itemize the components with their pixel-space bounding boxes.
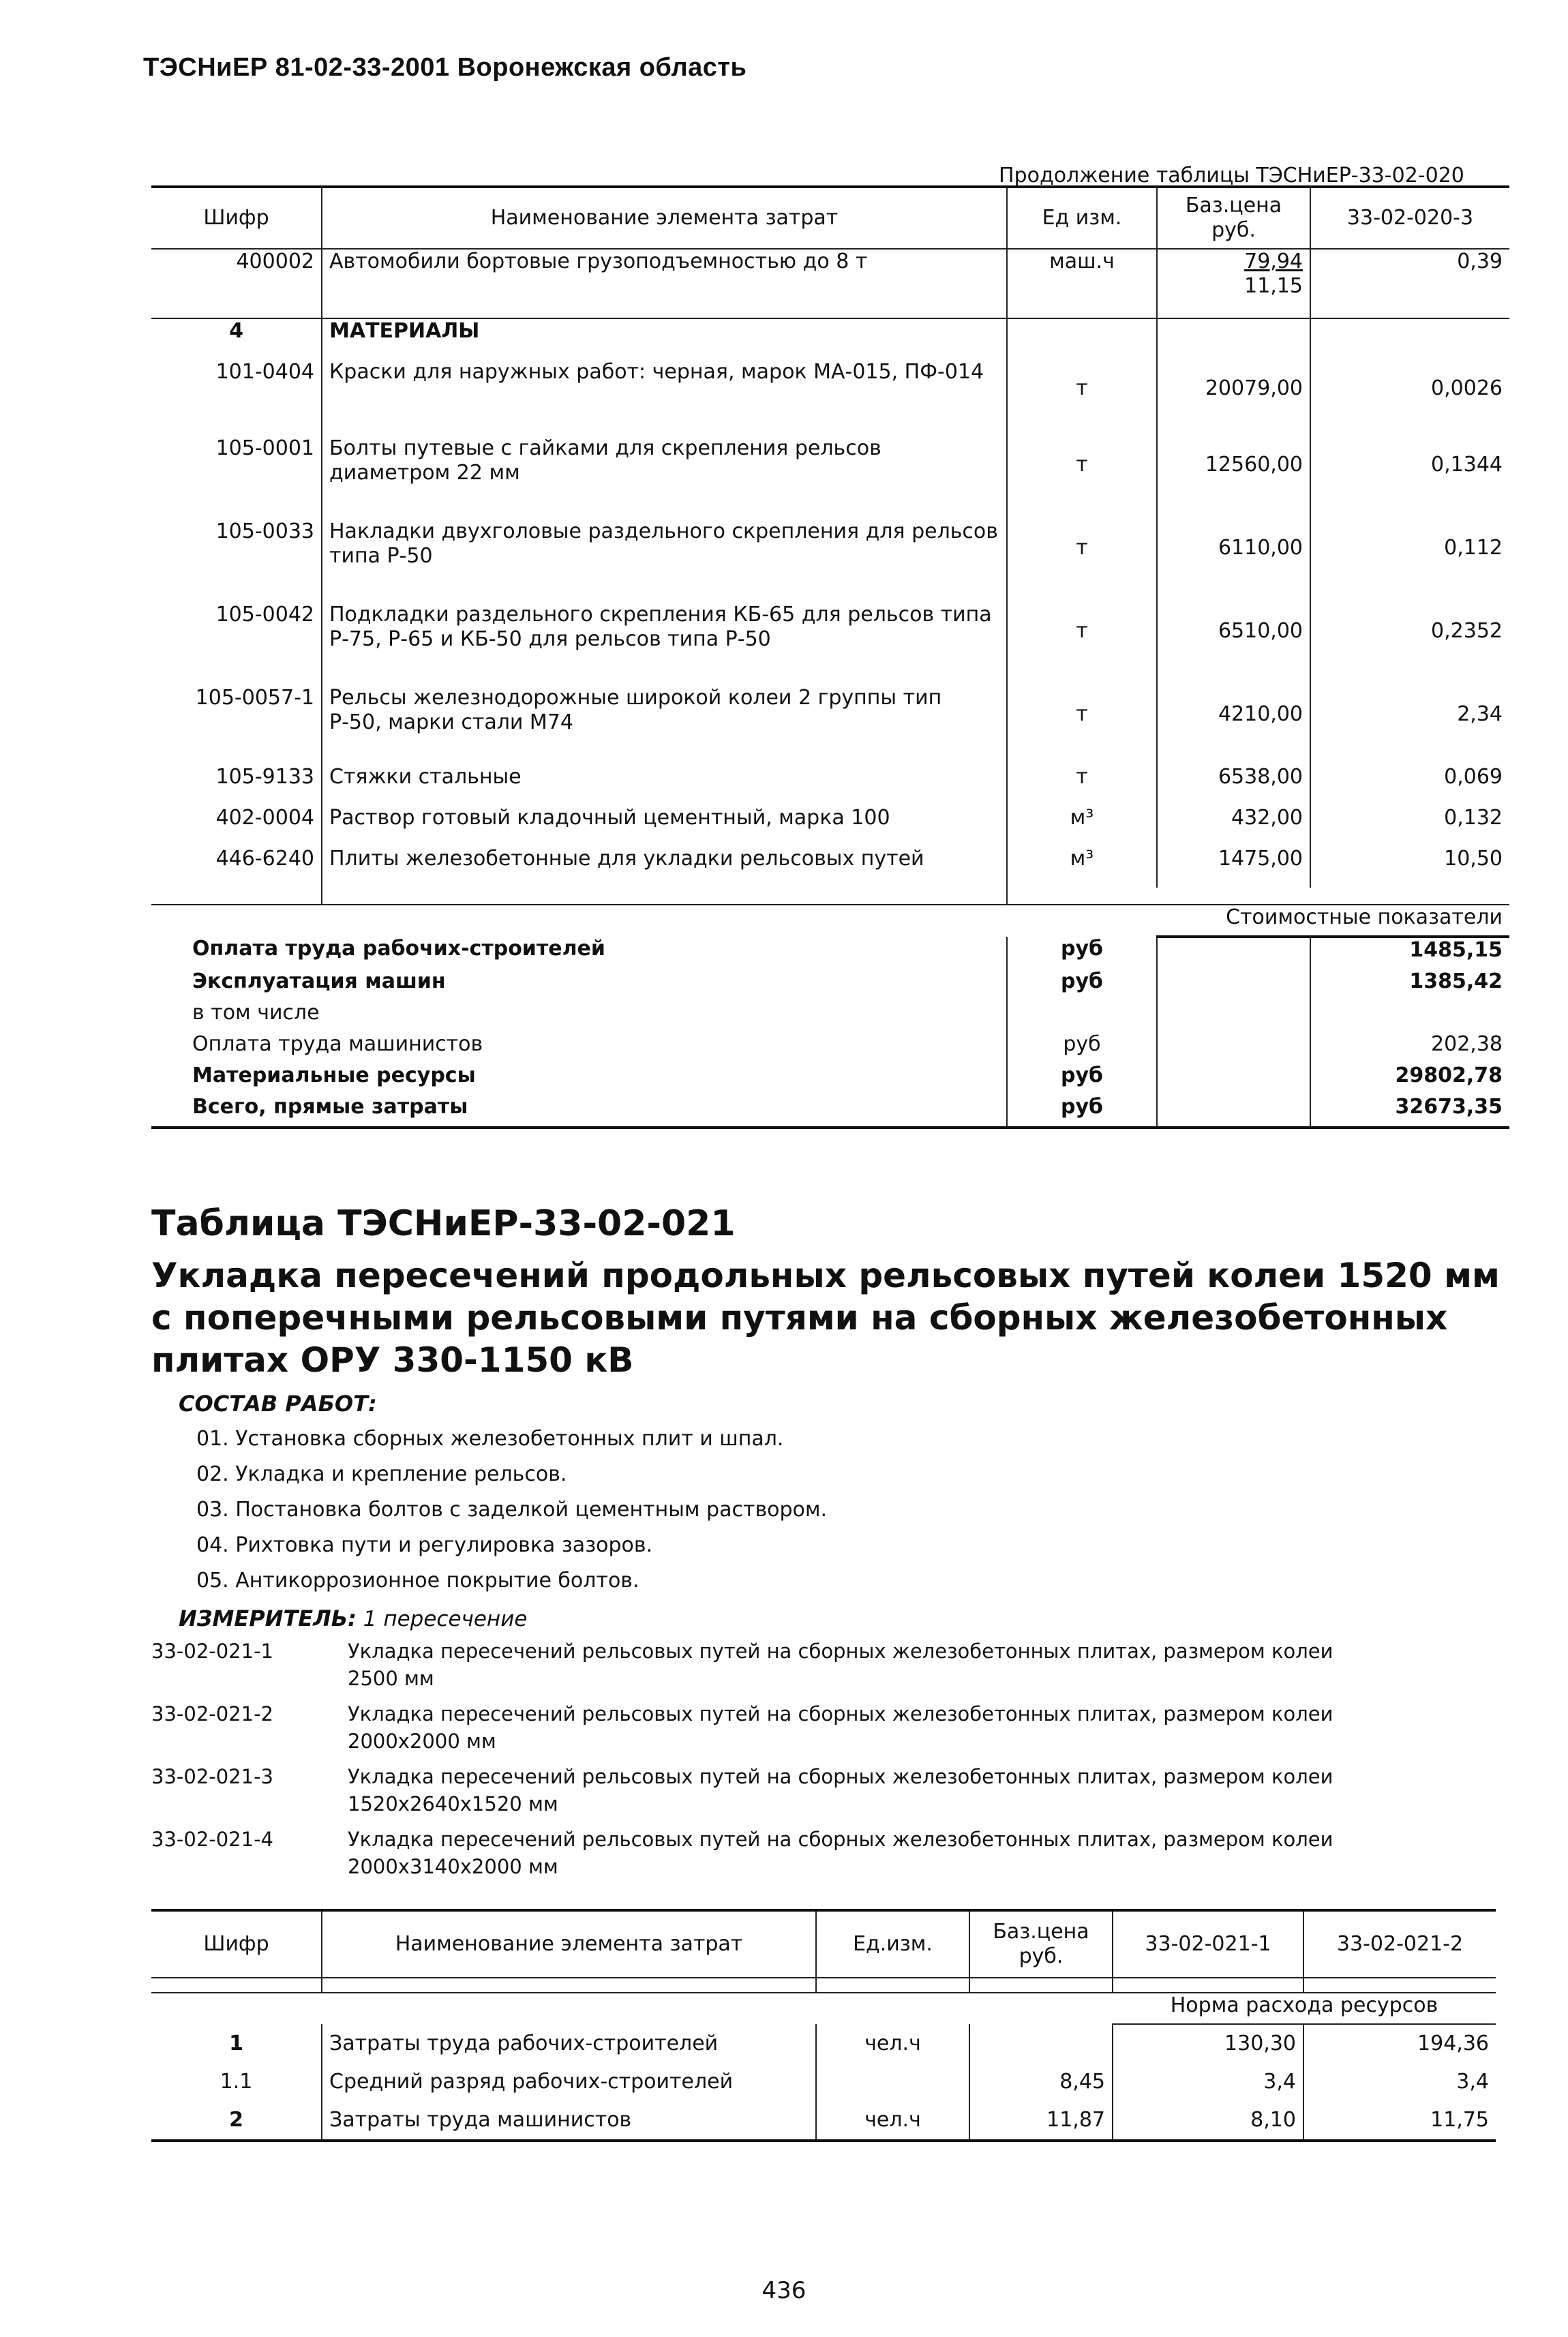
summary-empty: [1157, 1001, 1310, 1032]
table-row: [151, 2063, 1496, 2101]
cell-name: Болты путевые с гайками для скрепления рельсов диаметром 22 мм: [322, 436, 1007, 519]
column-header: Баз.цена руб.: [1157, 187, 1310, 249]
cell-code: 1: [229, 2031, 243, 2055]
column-header: Шифр: [151, 1910, 322, 1978]
spacer-row: [151, 888, 1509, 905]
summary-label: Оплата труда рабочих-строителей: [192, 937, 605, 961]
caption-spacer: [151, 905, 1157, 937]
spacer-cell: [969, 1978, 1113, 1993]
cell-price-value: 6510,00: [1218, 619, 1303, 643]
column-header: Ед изм.: [1007, 187, 1157, 249]
cell-price: [1157, 318, 1310, 360]
cell-price-value: 432,00: [1231, 806, 1303, 830]
spacer-cell: [816, 1978, 969, 1993]
cell-unit: т: [1007, 686, 1157, 765]
cell-price: [1157, 686, 1310, 765]
summary-row: [151, 1095, 1509, 1128]
summary-empty: [1157, 937, 1310, 969]
table-row: [151, 249, 1509, 318]
spacer-cell: [322, 888, 1007, 905]
work-step: 02. Укладка и крепление рельсов.: [196, 1462, 567, 1486]
cell-unit: чел.ч: [816, 2024, 969, 2063]
table-row: [151, 686, 1509, 765]
item-entry: [151, 1826, 1508, 1880]
table-row: [151, 603, 1509, 686]
column-header: Шифр: [151, 187, 322, 249]
item-text: [348, 1700, 1333, 1755]
cell-code: 446-6240: [215, 847, 314, 871]
cell-price: 8,45: [969, 2063, 1113, 2101]
summary-row: [151, 1064, 1509, 1095]
spacer-cell: [151, 888, 322, 905]
cell-name: Накладки двухголовые раздельного скрепления для рельсов типа Р-50: [322, 519, 1007, 603]
column-header: Наименование элемента затрат: [322, 1910, 816, 1978]
cell-price: [1157, 847, 1310, 888]
summary-row: [151, 937, 1509, 969]
cell-price: 11,87: [969, 2101, 1113, 2141]
summary-unit: руб: [1007, 1095, 1157, 1128]
cell-code: 105-9133: [215, 765, 314, 789]
cell-code: 101-0404: [215, 360, 314, 384]
running-header: ТЭСНиЕР 81-02-33-2001 Воронежская область: [143, 53, 747, 82]
caption-spacer: [151, 1993, 1113, 2024]
resource-table-020: [151, 185, 1509, 1129]
cell-name: МАТЕРИАЛЫ: [322, 318, 1007, 360]
item-list: [151, 1638, 1508, 1888]
norm-caption: Норма расхода ресурсов: [1113, 1993, 1496, 2024]
item-text: [348, 1826, 1333, 1880]
summary-unit: [1007, 1001, 1157, 1032]
summary-label: Всего, прямые затраты: [151, 1095, 1007, 1128]
item-entry: [151, 1638, 1508, 1692]
cell-price: [969, 2024, 1113, 2063]
summary-label: Эксплуатация машин: [192, 969, 446, 993]
spacer-cell: [1310, 888, 1509, 905]
meter-value: 1 пересечение: [363, 1607, 528, 1631]
cell-value: 0,069: [1310, 765, 1509, 806]
summary-unit: руб: [1007, 937, 1157, 969]
item-size: 1520x2640x1520 мм: [348, 1792, 558, 1815]
column-header: 33-02-021-1: [1113, 1910, 1303, 1978]
cell-value: 0,39: [1310, 249, 1509, 318]
cell-name: Стяжки стальные: [322, 765, 1007, 806]
cell-value: 2,34: [1310, 686, 1509, 765]
cell-price: [1157, 249, 1310, 318]
table-row: [151, 360, 1509, 436]
work-step: 03. Постановка болтов с заделкой цементным раствором.: [196, 1498, 828, 1522]
column-header: 33-02-021-2: [1303, 1910, 1496, 1978]
spacer-cell: [1113, 1978, 1303, 1993]
work-list: [196, 1421, 827, 1599]
summary-unit: руб: [1007, 969, 1157, 1001]
cell-unit: т: [1007, 765, 1157, 806]
meter-label: ИЗМЕРИТЕЛЬ:: [179, 1605, 357, 1631]
spacer-cell: [1007, 888, 1157, 905]
spacer-row: [151, 1978, 1496, 1993]
cell-name: Подкладки раздельного скрепления КБ-65 для рельсов типа Р-75, Р-65 и КБ-50 для рельсов типа Р-50: [322, 603, 1007, 686]
summary-row: [151, 1032, 1509, 1064]
spacer-cell: [1157, 888, 1310, 905]
table-row: [151, 318, 1509, 360]
resource-table-021: [151, 1909, 1496, 2142]
cell-value: 0,1344: [1310, 436, 1509, 519]
summary-value: [1310, 1001, 1509, 1032]
item-description: Укладка пересечений рельсовых путей на сборных железобетонных плитах, размером колеи: [348, 1765, 1333, 1788]
summary-unit: руб: [1007, 1032, 1157, 1064]
cell-code: 2: [151, 2101, 322, 2141]
cell-value: 130,30: [1113, 2024, 1303, 2063]
cell-unit: м³: [1007, 806, 1157, 847]
cell-unit: т: [1007, 436, 1157, 519]
work-step: 04. Рихтовка пути и регулировка зазоров.: [196, 1533, 653, 1557]
cell-price-value: 4210,00: [1218, 702, 1303, 726]
item-code: 33-02-021-1: [151, 1640, 273, 1663]
cell-name: Раствор готовый кладочный цементный, марка 100: [322, 806, 1007, 847]
summary-empty: [1157, 1064, 1310, 1095]
cell-value: 8,10: [1113, 2101, 1303, 2141]
cell-name: Затраты труда машинистов: [322, 2101, 816, 2141]
table-row: [151, 2024, 1496, 2063]
cell-unit: т: [1007, 519, 1157, 603]
cell-name: Рельсы железнодорожные широкой колеи 2 группы тип Р-50, марки стали М74: [322, 686, 1007, 765]
cell-price: [1157, 603, 1310, 686]
cell-code: 105-0001: [215, 436, 314, 460]
cell-price: [1157, 436, 1310, 519]
cell-code: 4: [229, 319, 243, 343]
column-header: 33-02-020-3: [1310, 187, 1509, 249]
cell-value: 10,50: [1310, 847, 1509, 888]
cell-unit: [1007, 318, 1157, 360]
item-description: Укладка пересечений рельсовых путей на сборных железобетонных плитах, размером колеи: [348, 1828, 1333, 1851]
continuation-caption: Продолжение таблицы ТЭСНиЕР-33-02-020: [999, 164, 1464, 187]
item-code: 33-02-021-3: [151, 1765, 273, 1788]
cell-code: 402-0004: [215, 806, 314, 830]
cell-value: 194,36: [1303, 2024, 1496, 2063]
header-row: [151, 1910, 1496, 1978]
item-entry: [151, 1700, 1508, 1755]
cell-unit: [816, 2063, 969, 2101]
item-text: [348, 1763, 1333, 1818]
cell-value: 0,0026: [1310, 360, 1509, 436]
cell-name: Плиты железобетонные для укладки рельсовых путей: [322, 847, 1007, 888]
cell-value: 0,112: [1310, 519, 1509, 603]
summary-unit: руб: [1007, 1064, 1157, 1095]
cell-price: [1157, 360, 1310, 436]
table-row: [151, 847, 1509, 888]
cell-unit: маш.ч: [1007, 249, 1157, 318]
work-composition-label: СОСТАВ РАБОТ:: [179, 1391, 377, 1417]
cell-unit: чел.ч: [816, 2101, 969, 2141]
cell-code: 105-0042: [215, 603, 314, 627]
summary-value: 1485,15: [1310, 937, 1509, 969]
cell-code: 400002: [151, 249, 322, 318]
cell-price: [1157, 765, 1310, 806]
summary-value: 32673,35: [1310, 1095, 1509, 1128]
cell-code: 1.1: [220, 2070, 253, 2094]
item-code: 33-02-021-4: [151, 1828, 273, 1851]
cost-caption: Стоимостные показатели: [1157, 905, 1509, 937]
column-header: Наименование элемента затрат: [322, 187, 1007, 249]
table-row: [151, 436, 1509, 519]
section-title: Укладка пересечений продольных рельсовых путей колеи 1520 мм с поперечными рельсовыми путями на сборных железобетонных плитах ОРУ 330-1150 кВ: [151, 1256, 1500, 1380]
summary-value: 202,38: [1310, 1032, 1509, 1064]
cell-name: Краски для наружных работ: черная, марок МА-015, ПФ-014: [322, 360, 1007, 436]
item-entry: [151, 1763, 1508, 1818]
header-row: [151, 187, 1509, 249]
table-row: [151, 765, 1509, 806]
summary-row: [151, 969, 1509, 1001]
cell-name: Средний разряд рабочих-строителей: [322, 2063, 816, 2101]
item-size: 2000x3140x2000 мм: [348, 1855, 558, 1878]
cell-price: [1157, 806, 1310, 847]
cell-value: 0,2352: [1310, 603, 1509, 686]
spacer-cell: [1303, 1978, 1496, 1993]
cell-value: 0,132: [1310, 806, 1509, 847]
cell-value: [1310, 318, 1509, 360]
work-step: 01. Установка сборных железобетонных плит и шпал.: [196, 1427, 784, 1451]
cell-price-value: 12560,00: [1205, 453, 1303, 477]
cell-name: Автомобили бортовые грузоподъемностью до 8 т: [322, 249, 1007, 318]
column-header: Баз.цена руб.: [969, 1910, 1113, 1978]
cell-code: 105-0033: [215, 519, 314, 543]
item-code: 33-02-021-2: [151, 1702, 273, 1725]
summary-label: Материальные ресурсы: [192, 1064, 476, 1087]
cell-value: 3,4: [1303, 2063, 1496, 2101]
table-row: [151, 519, 1509, 603]
column-header: Ед.изм.: [816, 1910, 969, 1978]
cell-unit: м³: [1007, 847, 1157, 888]
meter-line: [179, 1605, 527, 1631]
norm-caption-row: [151, 1993, 1496, 2024]
item-description: Укладка пересечений рельсовых путей на сборных железобетонных плитах, размером колеи: [348, 1702, 1333, 1725]
table-row: [151, 806, 1509, 847]
cell-unit: т: [1007, 360, 1157, 436]
cell-code: 105-0057-1: [195, 686, 314, 710]
cell-price: [1157, 519, 1310, 603]
cell-price-value: 1475,00: [1218, 847, 1303, 871]
cell-price-value: 79,94: [1244, 250, 1303, 273]
summary-empty: [1157, 1095, 1310, 1128]
item-text: [348, 1638, 1333, 1692]
cost-caption-row: [151, 905, 1509, 937]
item-size: 2500 мм: [348, 1667, 434, 1690]
table-row: [151, 2101, 1496, 2141]
summary-label: Оплата труда машинистов: [192, 1032, 483, 1056]
summary-empty: [1157, 1032, 1310, 1064]
page-number: 436: [762, 2277, 806, 2304]
cell-price-value: 6110,00: [1218, 536, 1303, 560]
summary-empty: [1157, 969, 1310, 1001]
summary-value: 1385,42: [1310, 969, 1509, 1001]
cell-price-secondary: 11,15: [1244, 274, 1303, 298]
work-step: 05. Антикоррозионное покрытие болтов.: [196, 1569, 639, 1593]
cell-unit: т: [1007, 603, 1157, 686]
cell-price-value: 6538,00: [1218, 765, 1303, 789]
spacer-cell: [322, 1978, 816, 1993]
summary-value: 29802,78: [1310, 1064, 1509, 1095]
table-title: Таблица ТЭСНиЕР-33-02-021: [151, 1203, 736, 1244]
spacer-cell: [151, 1978, 322, 1993]
item-description: Укладка пересечений рельсовых путей на сборных железобетонных плитах, размером колеи: [348, 1640, 1333, 1663]
cell-value: 3,4: [1113, 2063, 1303, 2101]
summary-label: в том числе: [192, 1001, 320, 1025]
cell-value: 11,75: [1303, 2101, 1496, 2141]
item-size: 2000x2000 мм: [348, 1730, 496, 1753]
cell-price-value: 20079,00: [1205, 376, 1303, 400]
summary-row: [151, 1001, 1509, 1032]
cell-name: Затраты труда рабочих-строителей: [322, 2024, 816, 2063]
